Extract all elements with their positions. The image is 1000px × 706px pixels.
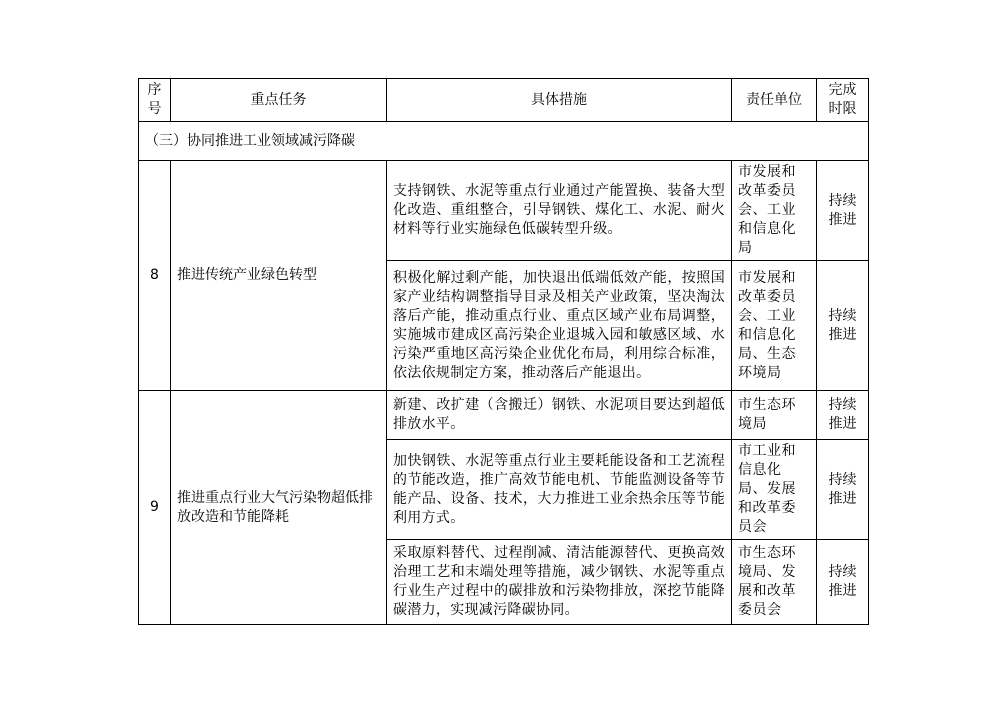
- table-header-row: [139, 79, 869, 122]
- table-row: [139, 391, 869, 440]
- responsible-unit-cell: 市生态环境局: [732, 391, 817, 440]
- header-measure: 具体措施: [387, 79, 732, 122]
- measure-cell: 积极化解过剩产能，加快退出低端低效产能，按照国家产业结构调整指导目录及相关产业政策，坚决淘汰落后产能，推动重点行业、重点区域产业布局调整，实施城市建成区高污染企业退城入园和敏感区域、水污染严重地区高污染企业优化布局，利用综合标准，依法依规制定方案，推动落后产能退出。: [387, 261, 732, 391]
- deadline-cell: 持续推进: [817, 161, 869, 261]
- responsible-unit-cell: 市发展和改革委员会、工业和信息化局、生态环境局: [732, 261, 817, 391]
- section-title: （三）协同推进工业领域减污降碳: [139, 122, 869, 161]
- deadline-cell: 持续推进: [817, 540, 869, 625]
- header-deadline: 完成时限: [817, 79, 869, 122]
- deadline-cell: 持续推进: [817, 440, 869, 540]
- responsible-unit-cell: 市发展和改革委员会、工业和信息化局: [732, 161, 817, 261]
- deadline-cell: 持续推进: [817, 261, 869, 391]
- row-number: 8: [139, 161, 171, 391]
- task-cell: 推进重点行业大气污染物超低排放改造和节能降耗: [171, 391, 387, 625]
- measure-cell: 新建、改扩建（含搬迁）钢铁、水泥项目要达到超低排放水平。: [387, 391, 732, 440]
- task-cell: 推进传统产业绿色转型: [171, 161, 387, 391]
- measure-cell: 加快钢铁、水泥等重点行业主要耗能设备和工艺流程的节能改造，推广高效节能电机、节能监测设备等节能产品、设备、技术，大力推进工业余热余压等节能利用方式。: [387, 440, 732, 540]
- responsible-unit-cell: 市工业和信息化局、发展和改革委员会: [732, 440, 817, 540]
- measure-cell: 支持钢铁、水泥等重点行业通过产能置换、装备大型化改造、重组整合，引导钢铁、煤化工、水泥、耐火材料等行业实施绿色低碳转型升级。: [387, 161, 732, 261]
- responsible-unit-cell: 市生态环境局、发展和改革委员会: [732, 540, 817, 625]
- table-row: [139, 161, 869, 261]
- header-num: 序号: [139, 79, 171, 122]
- header-unit: 责任单位: [732, 79, 817, 122]
- row-number: 9: [139, 391, 171, 625]
- header-task: 重点任务: [171, 79, 387, 122]
- document-page: [138, 78, 868, 625]
- section-row: [139, 122, 869, 161]
- deadline-cell: 持续推进: [817, 391, 869, 440]
- task-table: [138, 78, 869, 625]
- measure-cell: 采取原料替代、过程削减、清洁能源替代、更换高效治理工艺和末端处理等措施，减少钢铁、水泥等重点行业生产过程中的碳排放和污染物排放，深挖节能降碳潜力，实现减污降碳协同。: [387, 540, 732, 625]
